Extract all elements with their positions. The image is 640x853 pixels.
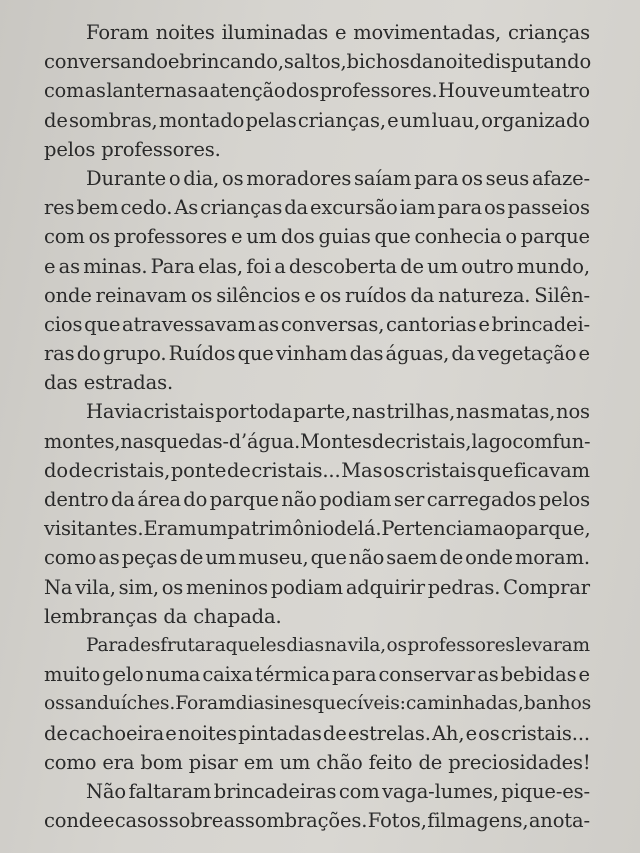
- text-line: pelos professores.: [44, 137, 221, 161]
- text-line: lembranças da chapada.: [44, 604, 282, 628]
- text-line: das estradas.: [44, 371, 174, 395]
- text-line: do de cristais, ponte de cristais... Mas os cristais que ficavam: [44, 458, 590, 482]
- text-line: Na vila, sim, os meninos podiam adquirir pedras. Comprar: [44, 575, 590, 599]
- text-line: cios que atravessavam as conversas, cantorias e brincadei-: [44, 312, 590, 336]
- text-line: conde e casos sobre assombrações. Fotos, filmagens, anota-: [44, 809, 590, 833]
- text-line: res bem cedo. As crianças da excursão iam para os passeios: [44, 196, 590, 220]
- text-line: conversando e brincando, saltos, bichos da noite disputando: [44, 50, 592, 74]
- text-line: como era bom pisar em um chão feito de preciosidades!: [44, 750, 591, 774]
- text-line: Havia cristais por toda parte, nas trilhas, nas matas, nos: [86, 400, 590, 424]
- text-line: muito gelo numa caixa térmica para conservar as bebidas e: [44, 663, 590, 687]
- paragraph-4: [44, 631, 590, 777]
- text-line: e as minas. Para elas, foi a descoberta de um outro mundo,: [44, 254, 590, 278]
- paragraph-3: [44, 397, 590, 631]
- text-line: Para desfrutar aqueles dias na vila, os professores levaram: [86, 634, 590, 656]
- text-line: como as peças de um museu, que não saem de onde moram.: [44, 546, 590, 570]
- text-line: dentro da área do parque não podiam ser carregados pelos: [44, 488, 590, 511]
- text-line: Foram noites iluminadas e movimentadas, crianças: [86, 21, 590, 44]
- paragraph-2: [44, 164, 590, 398]
- text-line: de sombras, montado pelas crianças, e um luau, organizado: [44, 108, 590, 132]
- text-line: onde reinavam os silêncios e os ruídos da natureza. Silên-: [44, 283, 590, 307]
- text-line: com os professores e um dos guias que conhecia o parque: [44, 225, 590, 249]
- text-line: montes, nas quedas-d’água. Montes de cristais, lago com fun-: [44, 429, 591, 453]
- text-line: Não faltaram brincadeiras com vaga-lumes, pique-es-: [86, 779, 590, 803]
- text-line: os sanduíches. Foram dias inesquecíveis: caminhadas, banhos: [44, 693, 592, 715]
- text-line: de cachoeira e noites pintadas de estrelas. Ah, e os cristais...: [44, 721, 590, 745]
- text-line: com as lanternas a atenção dos professores. Houve um teatro: [44, 79, 590, 103]
- text-line: Durante o dia, os moradores saíam para os seus afaze-: [86, 166, 590, 190]
- paragraph-1: [44, 18, 590, 164]
- text-line: ras do grupo. Ruídos que vinham das águas, da vegetação e: [44, 342, 590, 366]
- text-line: visitantes. Eram um patrimônio de lá. Pertenciam ao parque,: [44, 517, 591, 541]
- paragraph-5: [44, 777, 590, 835]
